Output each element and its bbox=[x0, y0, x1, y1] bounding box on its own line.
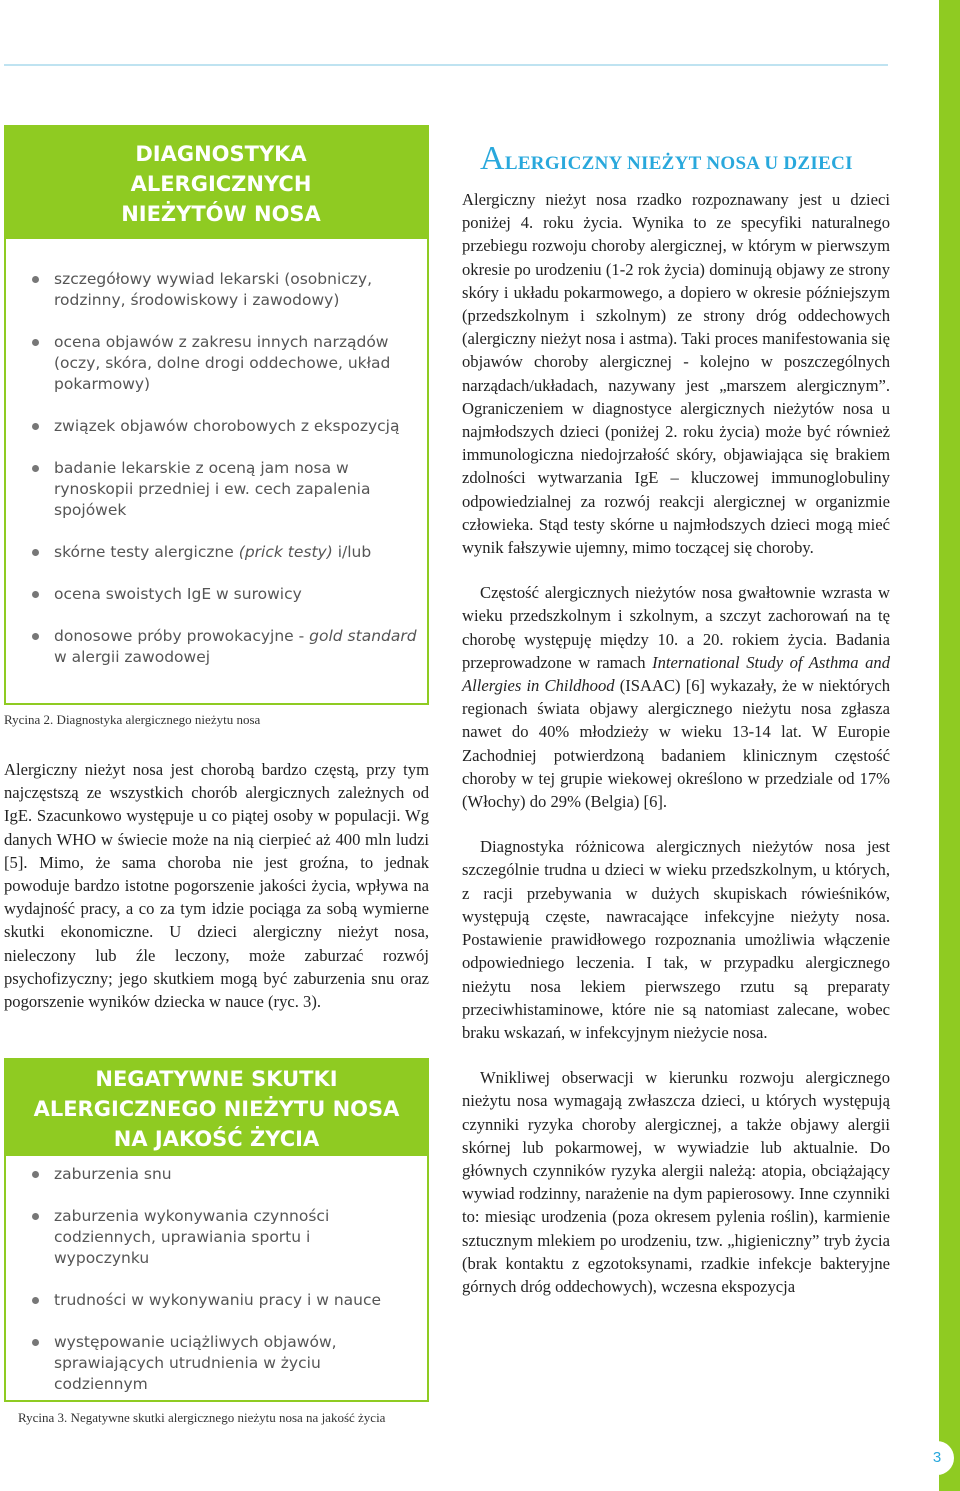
list-item: skórne testy alergiczne (prick testy) i/lub bbox=[32, 542, 417, 563]
bullet-icon bbox=[32, 1339, 39, 1346]
figure-3-box bbox=[4, 1058, 429, 1402]
figure-2-list bbox=[6, 239, 427, 668]
list-item: badanie lekarskie z oceną jam nosa w rynoskopii przedniej i ew. cech zapalenia spojówek bbox=[32, 458, 417, 521]
figure-2-header bbox=[6, 127, 427, 239]
paragraph-4: Wnikliwej obserwacji w kierunku rozwoju alergicznego nieżytu nosa wymagają zwłaszcza dzieci, u których występują czynniki ryzyka choroby alergicznej, a także objawy alergii skórnej lub pokarmowej, w wywiadzie lub aktualnie. Do głównych czynników ryzyka alergii należą: atopia, obciążający wywiad rodzinny, narażenie na dym papierosowy. Inne czynniki to: miesiąc urodzenia (poza okresem pylenia roślin), karmienie sztucznym mlekiem po urodzeniu, tzw. „higieniczny” tryb życia (brak kontaktu z egzotoksynami, rzadkie infekcje bakteryjne górnych dróg oddechowych), wczesna ekspozycja bbox=[462, 1068, 890, 1296]
figure-2-box bbox=[4, 125, 429, 705]
list-item: zaburzenia snu bbox=[32, 1164, 417, 1185]
left-body-paragraph: Alergiczny nieżyt nosa jest chorobą bardzo częstą, przy tym najczęstszą ze wszystkich chorób alergicznych zależnych od IgE. Szacunkowo występuje u co piątej osoby w populacji. Wg danych WHO w świecie może na nią cierpieć aż 400 mln ludzi [5]. Mimo, że sama choroba nie jest groźna, to jednak powoduje bardzo istotne pogorszenie jakości życia, wpływa na wydajność pracy, a co za tym idzie pociąga za sobą wymierne skutki ekonomiczne. U dzieci alergiczny nieżyt nosa, nieleczony lub źle leczony, może zaburzać rozwój psychofizyczny; jego skutkiem mogą być zaburzenia snu oraz pogorszenie wyników dziecka w nauce (ryc. 3). bbox=[4, 760, 429, 1012]
paragraph-1: Alergiczny nieżyt nosa rzadko rozpoznawany jest u dzieci poniżej 4. roku życia. Wynika to ze specyfiki naturalnego przebiegu rozwoju choroby alergicznej, w którym w pierwszym okresie po urodzeniu (1-2 rok życia) dominują objawy ze strony skóry i układu pokarmowego, a dopiero w okresie późniejszym (przedszkolnym i szkolnym) ze strony dróg oddechowych (alergiczny nieżyt nosa i astma). Taki proces manifestowania się objawów choroby alergicznej - kolejno w poszczególnych narządach/układach, nazywany jest „marszem alergicznym”. Ograniczeniem w diagnostyce alergicznych nieżytów nosa u najmłodszych dzieci (poniżej 2. roku życia) może być również immunologiczna niedojrzałość skóry, objawiająca się brakiem zdolności wytwarzania IgE – kluczowej immunoglobuliny odpowiedzialnej za rozwój reakcji alergicznej w organizmie człowieka. Stąd testy skórne u najmłodszych dzieci mogą mieć wynik fałszywie ujemny, mimo toczącej się choroby. bbox=[462, 190, 890, 558]
bullet-icon bbox=[32, 423, 39, 430]
bullet-icon bbox=[32, 1171, 39, 1178]
top-divider bbox=[4, 64, 888, 66]
section-heading: ALERGICZNY NIEŻYT NOSA U DZIECI bbox=[480, 140, 853, 177]
list-item: ocena objawów z zakresu innych narządów (oczy, skóra, dolne drogi oddechowe, układ pokarmowy) bbox=[32, 332, 417, 395]
bullet-icon bbox=[32, 1213, 39, 1220]
paragraph-2: Częstość alergicznych nieżytów nosa gwałtownie wzrasta w wieku przedszkolnym i szkolnym, a szczyt zachorowań na tę chorobę występuję między 10. a 20. rokiem życia. Badania przeprowadzone w ramach International Study of Asthma and Allergies in Childhood (ISAAC) [6] wykazały, że w niektórych regionach świata objawy alergicznego nieżytu nosa zgłasza nawet do 40% młodzieży w wieku 13-14 lat. W Europie Zachodniej potwierdzoną badaniem klinicznym częstość choroby w tej grupie wiekowej określono w przedziale od 17% (Włochy) do 29% (Belgia) [6]. bbox=[462, 583, 890, 812]
bullet-icon bbox=[32, 1297, 39, 1304]
bullet-icon bbox=[32, 339, 39, 346]
list-item: szczegółowy wywiad lekarski (osobniczy, rodzinny, środowiskowy i zawodowy) bbox=[32, 269, 417, 311]
bullet-icon bbox=[32, 465, 39, 472]
bullet-icon bbox=[32, 591, 39, 598]
figure-2-title: DIAGNOSTYKA ALERGICZNYCH NIEŻYTÓW NOSA bbox=[121, 142, 321, 226]
list-item: donosowe próby prowokacyjne - gold standard w alergii zawodowej bbox=[32, 626, 417, 668]
figure-3-title: NEGATYWNE SKUTKI ALERGICZNEGO NIEŻYTU NOSA NA JAKOŚĆ ŻYCIA bbox=[33, 1067, 400, 1151]
bullet-icon bbox=[32, 549, 39, 556]
list-item: zaburzenia wykonywania czynności codziennych, uprawiania sportu i wypoczynku bbox=[32, 1206, 417, 1269]
list-item: związek objawów chorobowych z ekspozycją bbox=[32, 416, 417, 437]
list-item: ocena swoistych IgE w surowicy bbox=[32, 584, 417, 605]
bullet-icon bbox=[32, 276, 39, 283]
figure-2-caption: Rycina 2. Diagnostyka alergicznego nieżytu nosa bbox=[4, 712, 261, 727]
paragraph-3: Diagnostyka różnicowa alergicznych nieżytów nosa jest szczególnie trudna u dzieci w wieku przedszkolnym, u których, z racji przebywania w dużych skupiskach rówieśników, występują częste, nawracające infekcyjne nieżyty nosa. Postawienie prawidłowego rozpoznania umożliwia włączenie odpowiedniego leczenia. I tak, w przypadku alergicznego nieżytu nosa lekiem pierwszego rzutu są preparaty przeciwhistaminowe, które nie są natomiast zalecane, wobec braku wskazań, w infekcyjnym nieżycie nosa. bbox=[462, 837, 890, 1042]
page-number: 3 bbox=[920, 1441, 954, 1475]
figure-3-header bbox=[6, 1060, 427, 1156]
page-edge-bar bbox=[939, 0, 960, 1491]
right-column bbox=[462, 140, 890, 1320]
figure-3-caption: Rycina 3. Negatywne skutki alergicznego nieżytu nosa na jakość życia bbox=[18, 1410, 386, 1425]
list-item: występowanie uciążliwych objawów, sprawiających utrudnienia w życiu codziennym bbox=[32, 1332, 417, 1395]
list-item: trudności w wykonywaniu pracy i w nauce bbox=[32, 1290, 417, 1311]
bullet-icon bbox=[32, 633, 39, 640]
figure-3-list bbox=[6, 1156, 427, 1395]
